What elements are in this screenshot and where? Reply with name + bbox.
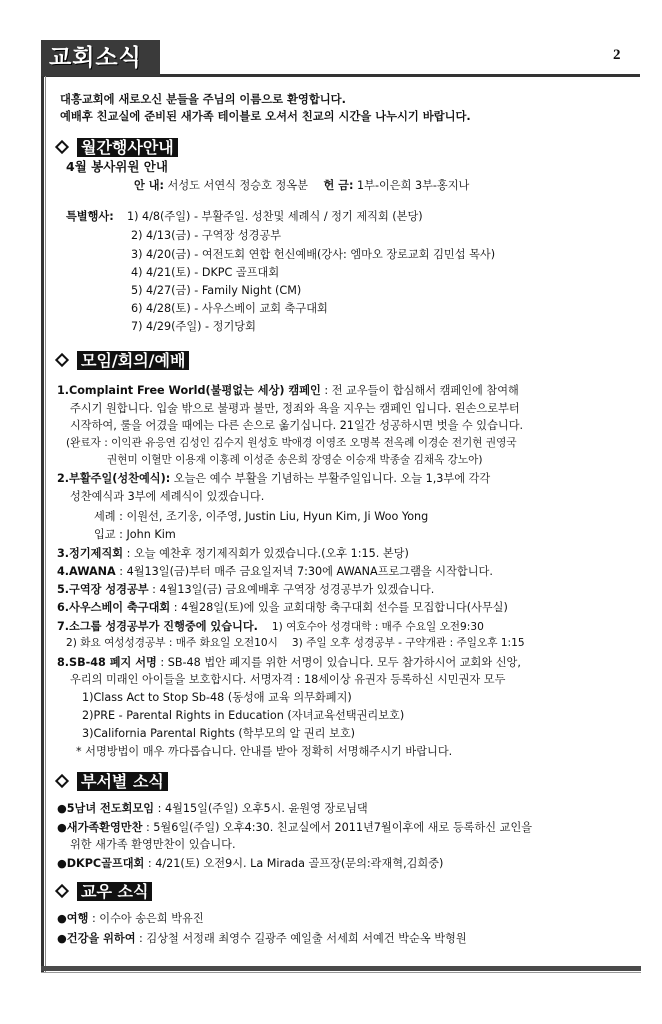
item-heading: ●여행 — [57, 912, 89, 925]
event-item: 1) 4/8(주일) - 부활주일. 성찬및 세례식 / 정기 제직회 (본당) — [127, 210, 423, 223]
item-heading: 7.소그룹 성경공부가 진행중에 있습니다. — [57, 620, 258, 633]
department-item — [57, 821, 532, 835]
guide-names: 서성도 서연식 정승호 정옥분 — [167, 179, 308, 192]
item-text — [66, 636, 525, 650]
item-text: 2)PRE - Parental Rights in Education (자녀교육선택권리보호) — [82, 709, 405, 722]
meeting-item-6 — [57, 601, 508, 615]
item-text: 시작하여, 룰을 어겼을 때에는 다른 손으로 옮기십니다. 21일간 성공하시면 벗을 수 있습니다. — [70, 419, 524, 432]
item-heading: 6.사우스베이 축구대회 — [57, 601, 171, 614]
guide-label: 안 내: — [134, 179, 164, 192]
item-text: 주시기 원합니다. 입술 밖으로 불평과 불만, 정죄와 욕을 지우는 캠페인 입니다. 왼손으로부터 — [70, 402, 520, 415]
event-item: 4) 4/21(토) - DKPC 골프대회 — [131, 266, 280, 279]
left-border — [41, 76, 44, 972]
department-item — [57, 802, 368, 816]
item-text: : 4월13일(금)부터 매주 금요일저녁 7:30에 AWANA프로그램을 시작합니다. — [115, 565, 493, 578]
intro-line-1: 대흥교회에 새로오신 분들을 주님의 이름으로 환영합니다. — [60, 93, 346, 106]
intro-line-2: 예배후 친교실에 준비된 새가족 테이블로 오셔서 친교의 시간을 나누시기 바랍니다. — [60, 110, 471, 123]
item-text: 1)Class Act to Stop Sb-48 (동성애 교육 의무화폐지) — [82, 691, 352, 704]
meeting-item-2 — [57, 472, 490, 486]
item-text: : 김상철 서정래 최영수 길광주 예일출 서세희 서예건 박순옥 박형원 — [135, 932, 467, 945]
meeting-item-7 — [57, 620, 484, 634]
item-heading: 2.부활주일(성찬예식): — [57, 472, 171, 485]
diamond-bullet-icon — [55, 140, 69, 154]
item-text: 우리의 미래인 아이들을 보호합시다. 서명자격 : 18세이상 유권자 등록하신 시민권자 모두 — [70, 673, 506, 686]
page-title: 교회소식 — [41, 40, 160, 76]
item-text: : 이수아 송은희 박유진 — [88, 912, 204, 925]
department-item — [57, 857, 443, 871]
item-heading: 1.Complaint Free World(불평없는 세상) 캠페인 — [57, 384, 321, 397]
item-text: 3) 주일 오후 성경공부 - 구약개관 : 주일오후 1:15 — [291, 637, 525, 649]
item-text: 1) 여호수아 성경대학 : 매주 수요일 오전9:30 — [271, 621, 484, 633]
meeting-item-3 — [57, 547, 409, 561]
bottom-border-inner — [41, 972, 641, 973]
section-members-title: 교우 소식 — [77, 882, 152, 901]
item-heading: 3.정기제직회 — [57, 547, 124, 560]
page-number: 2 — [613, 47, 621, 63]
event-item: 2) 4/13(금) - 구역장 성경공부 — [131, 229, 282, 242]
item-text: : 5월6일(주일) 오후4:30. 친교실에서 2011년7월이후에 새로 등록하신 교인을 — [142, 821, 533, 834]
item-heading: ●건강을 위하여 — [57, 932, 136, 945]
item-text: 오늘은 예수 부활을 기념하는 부활주일입니다. 오늘 1,3부에 각각 — [170, 472, 491, 485]
event-item: 6) 4/28(토) - 사우스베이 교회 축구대회 — [131, 302, 328, 315]
item-text: : 4/21(토) 오전9시. La Mirada 골프장(문의:곽재혁,김희중) — [144, 857, 444, 870]
item-text: 2) 화요 여성성경공부 : 매주 화요일 오전10시 — [66, 637, 278, 649]
diamond-bullet-icon — [55, 774, 69, 788]
item-text: : 4월13일(금) 금요예배후 구역장 성경공부가 있겠습니다. — [148, 583, 435, 596]
item-heading: ●5남녀 전도회모임 — [57, 802, 155, 815]
item-text: : 오늘 예찬후 정기제직회가 있겠습니다.(오후 1:15. 본당) — [123, 547, 409, 560]
item-heading: ●DKPC골프대회 — [57, 857, 145, 870]
bottom-border — [41, 966, 641, 971]
member-item — [57, 912, 204, 926]
meeting-item-5 — [57, 583, 434, 597]
meeting-item-8 — [57, 656, 521, 670]
item-text: 권현미 이혈만 이용재 이홍례 이성준 송은희 장영순 이승재 박종술 김채옥 강노아) — [107, 454, 483, 466]
item-text: 3)California Parental Rights (학부모의 알 권리 보호) — [82, 727, 356, 740]
item-text: * 서명방법이 매우 까다롭습니다. 안내를 받아 정확히 서명해주시기 바랍니다. — [76, 745, 453, 758]
item-heading: 5.구역장 성경공부 — [57, 583, 149, 596]
item-text: (완료자 : 이익관 유응연 김성인 김수지 원성호 박애경 이영조 오명복 전옥례 이경순 전기현 권영국 — [66, 437, 517, 449]
event-item: 5) 4/27(금) - Family Night (CM) — [131, 284, 302, 297]
section-meetings-title: 모임/회의/예배 — [77, 351, 189, 370]
item-text: : SB-48 법안 폐지를 위한 서명이 있습니다. 모두 참가하시어 교회와 신앙, — [156, 656, 521, 669]
special-label: 특별행사: — [66, 210, 114, 223]
event-item: 7) 4/29(주일) - 정기당회 — [131, 320, 256, 333]
section-departments — [54, 771, 168, 791]
member-item — [57, 932, 467, 946]
left-border-inner — [45, 76, 46, 972]
guide-row — [134, 179, 469, 193]
section-meetings — [54, 350, 189, 370]
meeting-item-1 — [57, 384, 519, 398]
item-text: : 4월28일(토)에 있을 교회대항 축구대회 선수를 모집합니다(사무실) — [170, 601, 508, 614]
item-text: 세례 : 이원선, 조기웅, 이주영, Justin Liu, Hyun Kim, Ji Woo Yong — [94, 510, 429, 523]
section-monthly — [54, 137, 178, 157]
section-monthly-title: 월간행사안내 — [77, 138, 178, 157]
item-heading: ●새가족환영만찬 — [57, 821, 143, 834]
item-heading: 4.AWANA — [57, 565, 116, 578]
section-members — [54, 881, 152, 901]
diamond-bullet-icon — [55, 353, 69, 367]
item-text: 입교 : John Kim — [94, 528, 176, 541]
item-text: 위한 새가족 환영만찬이 있습니다. — [70, 838, 236, 851]
diamond-bullet-icon — [55, 884, 69, 898]
item-heading: 8.SB-48 폐지 서명 — [57, 656, 157, 669]
offering-names: 1부-이은희 3부-홍지나 — [357, 179, 470, 192]
monthly-subtitle: 4월 봉사위원 안내 — [66, 159, 168, 174]
meeting-item-4 — [57, 565, 493, 579]
offering-label: 헌 금: — [323, 179, 354, 192]
item-text: : 전 교우들이 합심해서 캠페인에 참여해 — [320, 384, 519, 397]
item-text: : 4월15일(주일) 오후5시. 윤원영 장로님댁 — [154, 802, 368, 815]
section-departments-title: 부서별 소식 — [77, 772, 168, 791]
item-text: 성찬예식과 3부에 세례식이 있겠습니다. — [70, 490, 265, 503]
event-item: 3) 4/20(금) - 여전도회 연합 헌신예배(강사: 엠마오 장로교회 김민섭 목사) — [131, 248, 496, 261]
